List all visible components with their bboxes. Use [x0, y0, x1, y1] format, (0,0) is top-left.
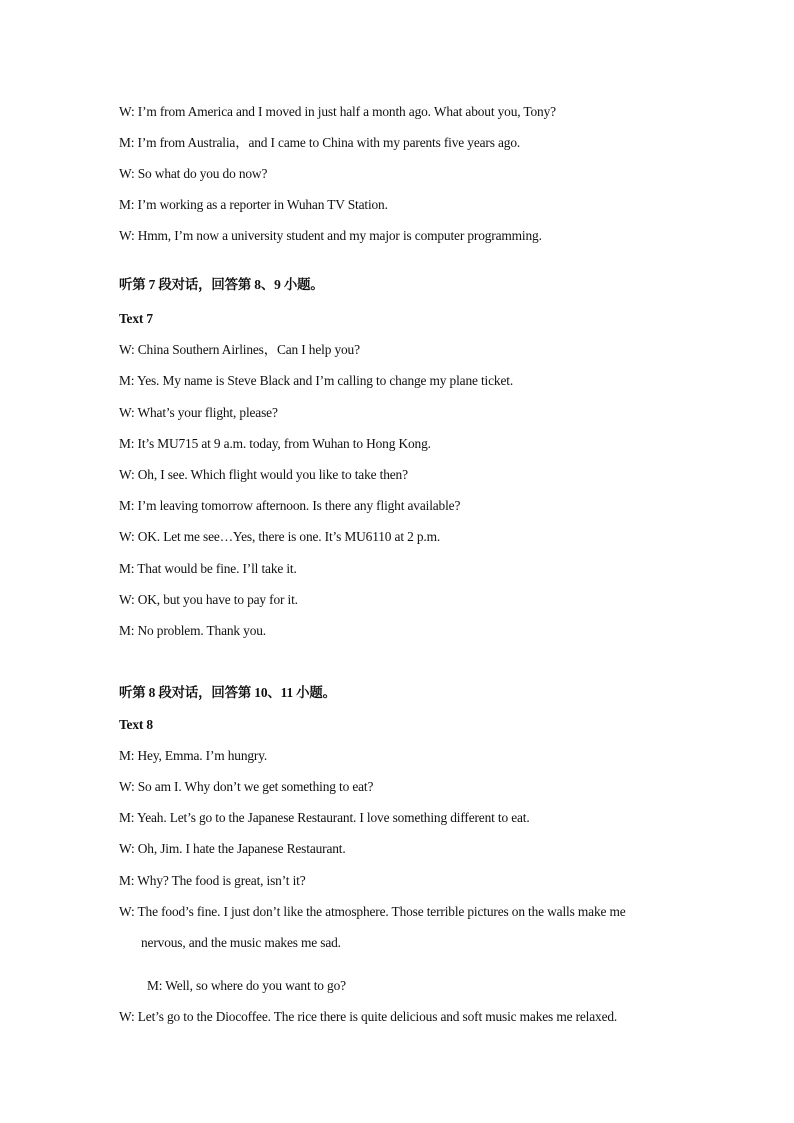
- dialogue-line: W: So what do you do now?: [119, 166, 268, 181]
- dialogue-line: M: Yes. My name is Steve Black and I’m calling to change my plane ticket.: [119, 373, 514, 388]
- dialogue-line: W: Oh, Jim. I hate the Japanese Restaurant.: [119, 841, 346, 856]
- dialogue-line: M: Hey, Emma. I’m hungry.: [119, 748, 268, 763]
- dialogue-line: W: Hmm, I’m now a university student and my major is computer programming.: [119, 228, 542, 243]
- dialogue-line: W: So am I. Why don’t we get something to eat?: [119, 779, 374, 794]
- dialogue-line: M: Well, so where do you want to go?: [147, 978, 346, 993]
- section-8-heading: 听第 8 段对话，回答第 10、11 小题。: [119, 685, 336, 700]
- section-7-heading: 听第 7 段对话，回答第 8、9 小题。: [119, 277, 324, 292]
- dialogue-line: M: Why? The food is great, isn’t it?: [119, 873, 306, 888]
- dialogue-line: M: That would be fine. I’ll take it.: [119, 561, 297, 576]
- dialogue-line: M: Yeah. Let’s go to the Japanese Restaurant. I love something different to eat.: [119, 810, 530, 825]
- dialogue-line: M: I’m working as a reporter in Wuhan TV Station.: [119, 197, 388, 212]
- dialogue-line: W: Let’s go to the Diocoffee. The rice there is quite delicious and soft music makes me relaxed.: [119, 1009, 618, 1024]
- dialogue-line-continuation: nervous, and the music makes me sad.: [141, 935, 341, 950]
- dialogue-line: W: China Southern Airlines，Can I help you?: [119, 342, 360, 357]
- dialogue-line: W: OK, but you have to pay for it.: [119, 592, 298, 607]
- dialogue-line: W: OK. Let me see…Yes, there is one. It’s MU6110 at 2 p.m.: [119, 529, 441, 544]
- dialogue-line: W: Oh, I see. Which flight would you like to take then?: [119, 467, 408, 482]
- dialogue-line: W: The food’s fine. I just don’t like the atmosphere. Those terrible pictures on the walls make me: [119, 904, 626, 919]
- dialogue-line: M: No problem. Thank you.: [119, 623, 267, 638]
- dialogue-line: W: What’s your flight, please?: [119, 405, 278, 420]
- section-7-title: Text 7: [119, 311, 153, 326]
- section-8-title: Text 8: [119, 717, 153, 732]
- dialogue-line: M: I’m leaving tomorrow afternoon. Is there any flight available?: [119, 498, 461, 513]
- dialogue-line: M: It’s MU715 at 9 a.m. today, from Wuhan to Hong Kong.: [119, 436, 431, 451]
- dialogue-line: W: I’m from America and I moved in just half a month ago. What about you, Tony?: [119, 104, 556, 119]
- dialogue-line: M: I’m from Australia，and I came to China with my parents five years ago.: [119, 135, 521, 150]
